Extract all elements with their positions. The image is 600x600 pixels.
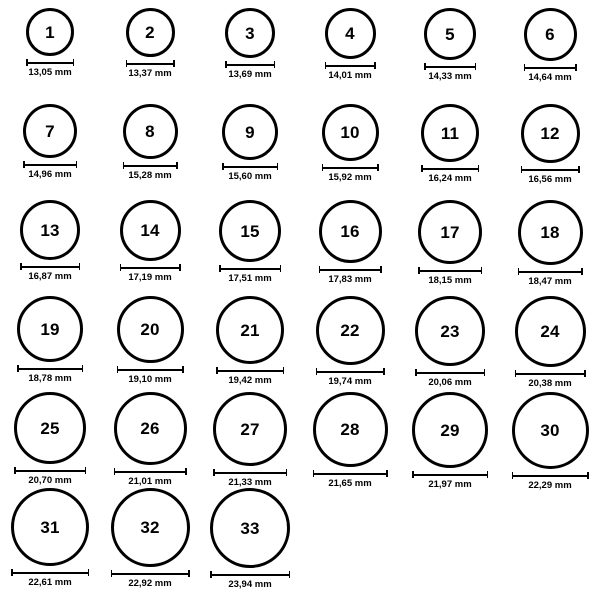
ring-size-number: 15 — [240, 221, 260, 241]
ring-circle — [14, 392, 86, 464]
dimension-tick-right — [481, 267, 483, 274]
ring-circle-wrap — [515, 296, 586, 367]
dimension-tick-left — [313, 470, 315, 477]
ring-circle-wrap — [319, 200, 382, 263]
ring-circle-wrap — [111, 488, 190, 567]
ring-circle — [11, 488, 89, 566]
ring-size-cell — [200, 488, 300, 590]
ring-size-cell — [0, 200, 100, 296]
dimension-label: 17,51 mm — [228, 273, 272, 284]
dimension-label: 18,15 mm — [428, 275, 472, 286]
dimension-label: 20,38 mm — [528, 378, 572, 389]
ring-circle — [418, 200, 482, 264]
dimension-tick-left — [225, 61, 227, 68]
ring-size-number: 8 — [145, 122, 155, 141]
dimension-bar — [219, 265, 281, 272]
dimension-label: 15,60 mm — [228, 171, 272, 182]
dimension-tick-left — [325, 62, 327, 69]
ring-circle-wrap — [316, 296, 385, 365]
ring-circle — [415, 296, 485, 366]
ring-circle — [316, 296, 385, 365]
ring-size-number: 28 — [340, 420, 360, 439]
dimension-tick-right — [289, 571, 291, 578]
ring-size-number: 22 — [340, 321, 360, 340]
dimension-annotation — [219, 265, 281, 284]
ring-size-cell — [100, 8, 200, 104]
dimension-label: 21,97 mm — [428, 479, 472, 490]
dimension-tick-right — [277, 163, 279, 170]
ring-circle — [114, 392, 187, 465]
dimension-annotation — [17, 365, 83, 384]
dimension-tick-left — [216, 367, 218, 374]
dimension-tick-left — [117, 366, 119, 373]
dimension-tick-left — [11, 569, 13, 576]
ring-circle — [123, 104, 178, 159]
ring-circle-wrap — [415, 296, 485, 366]
dimension-tick-right — [274, 61, 276, 68]
dimension-tick-right — [484, 369, 486, 376]
ring-size-cell — [0, 488, 100, 588]
dimension-annotation — [126, 60, 175, 79]
dimension-annotation — [114, 468, 187, 487]
ring-size-cell — [500, 200, 600, 296]
dimension-tick-left — [524, 64, 526, 71]
ring-size-number: 7 — [45, 121, 55, 141]
ring-size-number: 12 — [540, 124, 560, 143]
dimension-annotation — [117, 366, 184, 385]
ring-size-cell — [400, 200, 500, 296]
dimension-bar — [518, 268, 583, 275]
ring-circle-wrap — [424, 8, 476, 60]
dimension-label: 23,94 mm — [228, 579, 272, 590]
dimension-bar — [210, 571, 290, 578]
dimension-annotation — [216, 367, 284, 386]
ring-size-number: 11 — [440, 123, 460, 143]
dimension-annotation — [316, 368, 385, 387]
dimension-label: 14,01 mm — [328, 70, 372, 81]
ring-size-cell — [400, 104, 500, 200]
dimension-bar — [23, 161, 77, 168]
dimension-tick-right — [283, 367, 285, 374]
dimension-label: 18,47 mm — [528, 276, 572, 287]
ring-circle — [17, 296, 83, 362]
dimension-tick-left — [111, 570, 113, 577]
ring-circle — [126, 8, 175, 57]
ring-size-number: 5 — [445, 24, 455, 44]
dimension-label: 13,69 mm — [228, 69, 272, 80]
dimension-label: 20,70 mm — [28, 475, 72, 486]
dimension-label: 19,42 mm — [228, 375, 272, 386]
dimension-annotation — [23, 161, 77, 180]
dimension-tick-right — [182, 366, 184, 373]
dimension-tick-left — [415, 369, 417, 376]
ring-circle — [213, 392, 287, 466]
dimension-annotation — [412, 471, 488, 490]
dimension-bar — [117, 366, 184, 373]
ring-size-cell — [100, 200, 200, 296]
dimension-tick-left — [120, 264, 122, 271]
ring-circle — [521, 104, 580, 163]
dimension-tick-left — [418, 267, 420, 274]
dimension-tick-right — [85, 467, 87, 474]
dimension-tick-left — [213, 469, 215, 476]
dimension-bar — [325, 62, 376, 69]
ring-circle-wrap — [210, 488, 290, 568]
dimension-bar — [322, 164, 379, 171]
ring-circle-wrap — [213, 392, 287, 466]
dimension-tick-left — [123, 162, 125, 169]
ring-circle-wrap — [126, 8, 175, 57]
dimension-tick-right — [575, 64, 577, 71]
ring-circle — [412, 392, 488, 468]
dimension-tick-left — [518, 268, 520, 275]
dimension-tick-right — [380, 266, 382, 273]
dimension-tick-left — [316, 368, 318, 375]
ring-size-cell — [200, 296, 300, 392]
ring-size-cell — [400, 392, 500, 488]
dimension-tick-left — [14, 467, 16, 474]
ring-size-cell — [200, 200, 300, 296]
dimension-label: 21,01 mm — [128, 476, 172, 487]
dimension-tick-left — [114, 468, 116, 475]
dimension-annotation — [26, 59, 74, 78]
ring-circle-wrap — [11, 488, 89, 566]
dimension-bar — [126, 60, 175, 67]
dimension-annotation — [20, 263, 80, 282]
dimension-annotation — [515, 370, 586, 389]
dimension-tick-left — [424, 63, 426, 70]
dimension-annotation — [222, 163, 278, 182]
dimension-annotation — [322, 164, 379, 183]
ring-size-number: 29 — [440, 420, 460, 440]
dimension-label: 19,74 mm — [328, 376, 372, 387]
ring-size-number: 18 — [540, 223, 560, 242]
dimension-bar — [123, 162, 178, 169]
ring-size-cell — [300, 200, 400, 296]
ring-circle — [222, 104, 278, 160]
dimension-bar — [512, 472, 589, 479]
dimension-bar — [515, 370, 586, 377]
dimension-label: 14,33 mm — [428, 71, 472, 82]
dimension-tick-left — [20, 263, 22, 270]
ring-size-cell — [100, 488, 200, 589]
dimension-tick-right — [88, 569, 90, 576]
ring-circle — [20, 200, 80, 260]
ring-size-number: 23 — [440, 321, 460, 341]
ring-size-cell — [400, 8, 500, 104]
ring-size-cell — [400, 296, 500, 392]
ring-circle-wrap — [123, 104, 178, 159]
dimension-tick-right — [374, 62, 376, 69]
dimension-annotation — [518, 268, 583, 287]
dimension-tick-right — [185, 468, 187, 475]
dimension-annotation — [225, 61, 275, 80]
dimension-tick-right — [584, 370, 586, 377]
ring-size-number: 14 — [140, 221, 160, 240]
dimension-label: 15,92 mm — [328, 172, 372, 183]
dimension-label: 18,78 mm — [28, 373, 72, 384]
ring-circle-wrap — [26, 8, 74, 56]
dimension-label: 17,83 mm — [328, 274, 372, 285]
ring-size-number: 3 — [245, 23, 255, 43]
ring-size-cell — [100, 392, 200, 488]
dimension-annotation — [421, 165, 479, 184]
dimension-tick-left — [322, 164, 324, 171]
dimension-label: 13,05 mm — [28, 67, 72, 78]
ring-circle-wrap — [512, 392, 589, 469]
dimension-annotation — [415, 369, 485, 388]
ring-circle — [111, 488, 190, 567]
ring-circle — [421, 104, 479, 162]
dimension-tick-left — [521, 166, 523, 173]
ring-circle-wrap — [14, 392, 86, 464]
dimension-bar — [319, 266, 382, 273]
dimension-bar — [120, 264, 181, 271]
dimension-label: 16,24 mm — [428, 173, 472, 184]
ring-size-number: 27 — [240, 419, 260, 439]
dimension-annotation — [313, 470, 388, 489]
dimension-tick-right — [587, 472, 589, 479]
dimension-tick-right — [82, 365, 84, 372]
ring-size-number: 30 — [540, 421, 560, 440]
ring-circle-wrap — [418, 200, 482, 264]
ring-size-cell — [100, 296, 200, 392]
ring-circle-wrap — [222, 104, 278, 160]
dimension-label: 21,33 mm — [228, 477, 272, 488]
ring-size-number: 32 — [140, 518, 160, 537]
ring-circle-wrap — [23, 104, 77, 158]
ring-size-number: 31 — [40, 517, 60, 537]
dimension-annotation — [120, 264, 181, 283]
ring-circle-wrap — [219, 200, 281, 262]
dimension-bar — [424, 63, 476, 70]
ring-size-number: 2 — [145, 23, 155, 42]
dimension-tick-right — [176, 162, 178, 169]
ring-circle — [325, 8, 376, 59]
dimension-bar — [524, 64, 577, 71]
ring-circle — [216, 296, 284, 364]
ring-size-cell — [300, 392, 400, 488]
ring-circle — [210, 488, 290, 568]
ring-size-cell — [500, 296, 600, 392]
dimension-label: 22,92 mm — [128, 578, 172, 589]
ring-circle-wrap — [322, 104, 379, 161]
ring-circle — [319, 200, 382, 263]
ring-size-number: 4 — [345, 24, 355, 43]
ring-circle — [26, 8, 74, 56]
dimension-bar — [415, 369, 485, 376]
ring-size-number: 16 — [340, 222, 360, 241]
dimension-label: 17,19 mm — [128, 272, 172, 283]
dimension-tick-right — [173, 60, 175, 67]
dimension-annotation — [424, 63, 476, 82]
ring-circle — [23, 104, 77, 158]
ring-size-cell — [200, 392, 300, 488]
dimension-bar — [222, 163, 278, 170]
dimension-annotation — [524, 64, 577, 83]
dimension-bar — [521, 166, 580, 173]
dimension-tick-left — [23, 161, 25, 168]
dimension-tick-right — [581, 268, 583, 275]
dimension-tick-right — [286, 469, 288, 476]
ring-circle-wrap — [117, 296, 184, 363]
ring-circle — [524, 8, 577, 61]
dimension-tick-left — [210, 571, 212, 578]
ring-size-cell — [200, 104, 300, 200]
dimension-bar — [216, 367, 284, 374]
dimension-tick-right — [280, 265, 282, 272]
dimension-annotation — [11, 569, 89, 588]
ring-circle-wrap — [421, 104, 479, 162]
ring-circle-wrap — [20, 200, 80, 260]
ring-circle-wrap — [325, 8, 376, 59]
ring-size-number: 21 — [240, 320, 260, 340]
ring-circle-wrap — [17, 296, 83, 362]
ring-size-number: 13 — [40, 220, 60, 240]
ring-circle-wrap — [313, 392, 388, 467]
ring-size-number: 33 — [240, 518, 260, 538]
ring-size-number: 20 — [140, 320, 160, 339]
dimension-label: 19,10 mm — [128, 374, 172, 385]
dimension-label: 14,64 mm — [528, 72, 572, 83]
ring-circle — [225, 8, 275, 58]
dimension-bar — [26, 59, 74, 66]
dimension-tick-right — [478, 165, 480, 172]
dimension-tick-left — [421, 165, 423, 172]
dimension-bar — [313, 470, 388, 477]
ring-size-cell — [100, 104, 200, 200]
ring-circle — [518, 200, 583, 265]
dimension-bar — [14, 467, 86, 474]
dimension-annotation — [418, 267, 482, 286]
ring-circle — [219, 200, 281, 262]
ring-size-cell — [500, 104, 600, 200]
ring-circle — [515, 296, 586, 367]
dimension-bar — [412, 471, 488, 478]
dimension-tick-right — [386, 470, 388, 477]
dimension-tick-right — [188, 570, 190, 577]
dimension-bar — [11, 569, 89, 576]
dimension-tick-left — [515, 370, 517, 377]
dimension-annotation — [14, 467, 86, 486]
dimension-tick-right — [73, 59, 75, 66]
ring-size-cell — [0, 296, 100, 392]
dimension-label: 22,61 mm — [28, 577, 72, 588]
ring-size-number: 17 — [440, 222, 460, 242]
dimension-bar — [111, 570, 190, 577]
dimension-label: 15,28 mm — [128, 170, 172, 181]
ring-circle-wrap — [120, 200, 181, 261]
dimension-annotation — [213, 469, 287, 488]
dimension-label: 21,65 mm — [328, 478, 372, 489]
ring-circle-wrap — [216, 296, 284, 364]
dimension-tick-right — [383, 368, 385, 375]
dimension-tick-right — [475, 63, 477, 70]
dimension-annotation — [210, 571, 290, 590]
ring-size-cell — [300, 296, 400, 392]
dimension-annotation — [325, 62, 376, 81]
ring-circle — [117, 296, 184, 363]
dimension-tick-left — [512, 472, 514, 479]
dimension-annotation — [111, 570, 190, 589]
dimension-bar — [20, 263, 80, 270]
dimension-tick-left — [222, 163, 224, 170]
ring-size-cell — [0, 104, 100, 200]
dimension-label: 14,96 mm — [28, 169, 72, 180]
ring-size-number: 25 — [40, 418, 60, 438]
dimension-tick-left — [319, 266, 321, 273]
dimension-tick-right — [179, 264, 181, 271]
ring-size-number: 6 — [545, 25, 555, 44]
dimension-label: 16,56 mm — [528, 174, 572, 185]
ring-circle-wrap — [225, 8, 275, 58]
dimension-tick-right — [578, 166, 580, 173]
ring-size-cell — [300, 8, 400, 104]
ring-circle — [512, 392, 589, 469]
ring-size-number: 1 — [45, 22, 55, 42]
dimension-label: 13,37 mm — [128, 68, 172, 79]
ring-size-cell — [300, 104, 400, 200]
ring-size-number: 19 — [40, 319, 60, 339]
ring-size-cell — [200, 8, 300, 104]
dimension-tick-right — [487, 471, 489, 478]
ring-size-cell — [0, 8, 100, 104]
ring-circle-wrap — [518, 200, 583, 265]
dimension-bar — [213, 469, 287, 476]
ring-circle — [424, 8, 476, 60]
dimension-tick-left — [26, 59, 28, 66]
ring-circle-wrap — [521, 104, 580, 163]
dimension-label: 20,06 mm — [428, 377, 472, 388]
dimension-tick-right — [377, 164, 379, 171]
dimension-bar — [418, 267, 482, 274]
dimension-tick-left — [412, 471, 414, 478]
ring-circle — [322, 104, 379, 161]
dimension-bar — [225, 61, 275, 68]
ring-size-cell — [500, 8, 600, 104]
ring-size-number: 24 — [540, 322, 560, 341]
ring-circle — [120, 200, 181, 261]
ring-circle-wrap — [412, 392, 488, 468]
ring-size-number: 9 — [245, 122, 255, 142]
dimension-bar — [17, 365, 83, 372]
ring-size-number: 10 — [340, 123, 360, 142]
ring-size-cell — [0, 392, 100, 488]
dimension-label: 16,87 mm — [28, 271, 72, 282]
dimension-annotation — [319, 266, 382, 285]
dimension-tick-left — [17, 365, 19, 372]
dimension-tick-right — [79, 263, 81, 270]
dimension-tick-left — [219, 265, 221, 272]
dimension-tick-left — [126, 60, 128, 67]
dimension-bar — [114, 468, 187, 475]
dimension-label: 22,29 mm — [528, 480, 572, 491]
ring-circle-wrap — [524, 8, 577, 61]
dimension-annotation — [123, 162, 178, 181]
dimension-annotation — [521, 166, 580, 185]
ring-size-cell — [500, 392, 600, 491]
ring-circle — [313, 392, 388, 467]
dimension-bar — [421, 165, 479, 172]
dimension-bar — [316, 368, 385, 375]
ring-size-number: 26 — [140, 419, 160, 438]
dimension-annotation — [512, 472, 589, 491]
dimension-tick-right — [76, 161, 78, 168]
ring-circle-wrap — [114, 392, 187, 465]
